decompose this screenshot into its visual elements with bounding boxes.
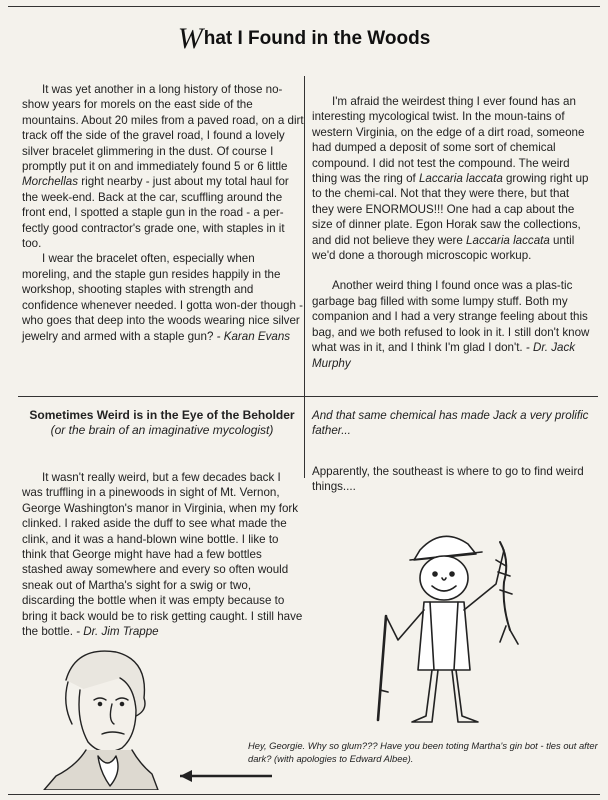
top-rule (8, 6, 600, 7)
weird-section-header (24, 408, 300, 438)
laccaria-story-paragraph (312, 94, 594, 263)
bottom-rule (8, 794, 600, 795)
george-washington-portrait (36, 640, 166, 790)
title-rest: hat I Found in the Woods (203, 28, 431, 49)
italic-text: Laccaria laccata (418, 172, 503, 186)
right-column (312, 94, 594, 371)
text-run: Another weird thing I found once was a plas-tic garbage bag filled with some lumpy stuff. Both my companion and I had a very strange feeling about this bag, and we both refused to look in it. I still don't know what was in it, and I think I'm glad I don't. (312, 279, 590, 355)
italic-text: Laccaria laccata (466, 233, 550, 247)
column-divider (304, 76, 305, 478)
southeast-note: Apparently, the southeast is where to go to find weird things.... (312, 465, 584, 494)
italic-text: Morchellas (22, 175, 79, 189)
italic-text: - Dr. Jim Trappe (76, 625, 159, 639)
farmer-with-fish-illustration (372, 520, 532, 730)
garbage-bag-story-paragraph (312, 278, 594, 370)
text-run: It wasn't really weird, but a few decades back I was truffling in a pinewoods in sight of Mt. Vernon, George Washington's manor in Virginia, when my fork clinked. I raked aside the duff to see what made the clink, and it was a hand-blown wine bottle. I like to think that George might have had a few bottles stashed away somewhere and every so often would sneak out of Martha's sight for a swig or two, discarding the bottle when it was empty because to bring it back would be to risk getting caught. I still have the bottle. (22, 471, 303, 639)
wine-bottle-story-paragraph (22, 470, 304, 639)
title-initial: W (177, 22, 203, 55)
italic-text: - Karan Evans (216, 329, 291, 343)
text-run: growing right up to the chemi-cal. Not that they were there, but that they were ENORMOUS!!! One had a cap about the size of dinner plate. Egon Horak saw the collections, and did not believe they were (312, 172, 589, 247)
chemical-quip: And that same chemical has made Jack a very prolific father... (312, 409, 589, 438)
section-divider (18, 396, 598, 397)
text-run: right nearby - just about my total haul for the week-end. Back at the car, scuffling around the front end, I spotted a staple gun in the road - a per-fectly good contractor's grade one, with staples in it too. (22, 175, 289, 251)
portrait-caption: Hey, Georgie. Why so glum??? Have you been toting Martha's gin bot - tles out after dark? (with apologies to Edward Albee). (248, 740, 598, 764)
text-run: I'm afraid the weirdest thing I ever found has an interesting mycological twist. In the moun-tains of western Virginia, on the edge of a dirt road, someone had dumped a deposit of some sort of chemical compound. I did not test the compound. The weird thing was the ring of (312, 95, 585, 186)
left-arrow-icon (176, 766, 276, 786)
weird-section-subheading: (or the brain of an imaginative mycologist) (50, 423, 274, 437)
italic-text: - Dr. Jack Murphy (312, 341, 576, 370)
weird-section-body (22, 470, 304, 639)
morel-story-paragraph (22, 82, 304, 251)
text-run: It was yet another in a long history of those no-show years for morels on the east side of the mountains. About 20 miles from a paved road, on a dirt track off the side of the gravel road, I found a lovely silver bracelet glimmering in the dust. Of course I promptly put it on and immediately found 5 or 6 little (22, 83, 304, 174)
bracelet-story-paragraph (22, 251, 304, 343)
weird-section-heading: Sometimes Weird is in the Eye of the Beholder (29, 408, 295, 422)
text-run: until we'd done a thorough microscopic workup. (312, 233, 575, 263)
left-column (22, 82, 304, 344)
text-run: I wear the bracelet often, especially when moreling, and the staple gun resides happily in the workshop, shooting staples with strength and confidence whenever needed. I gotta won-der though - who goes that deep into the woods wearing nice silver jewelry and armed with a staple gun? (22, 252, 304, 343)
page-title (0, 22, 608, 56)
